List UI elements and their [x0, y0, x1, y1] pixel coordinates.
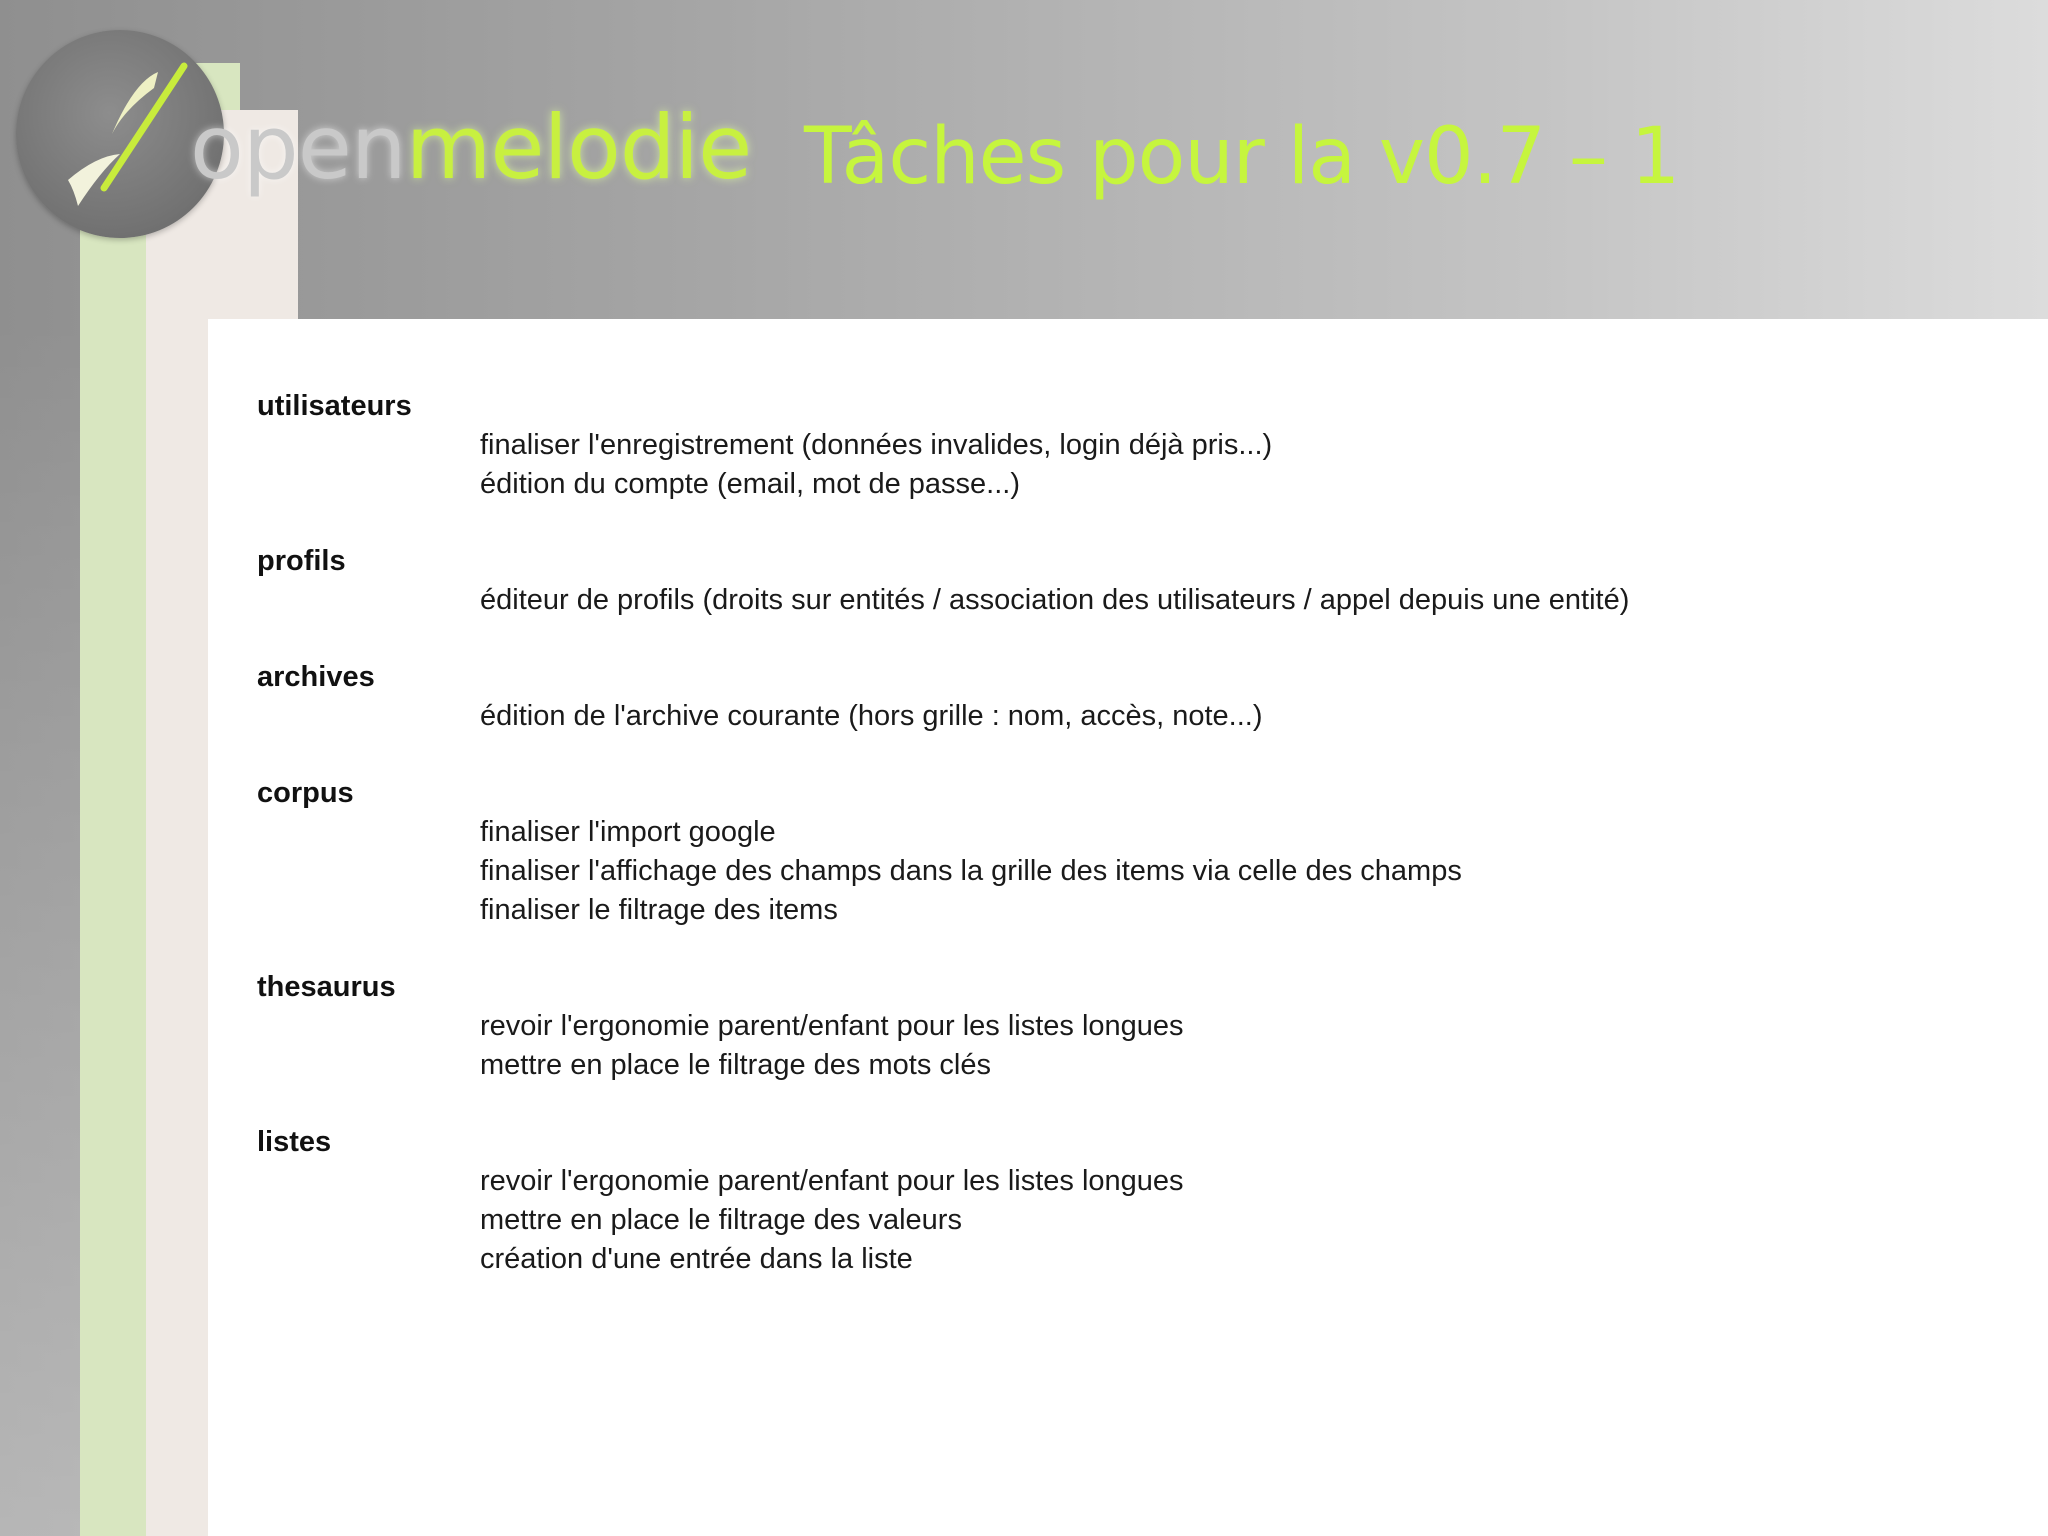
task-item: mettre en place le filtrage des valeurs	[480, 1204, 962, 1236]
task-list	[257, 1007, 1997, 1085]
section-utilisateurs	[257, 387, 1997, 504]
task-item: création d'une entrée dans la liste	[480, 1243, 913, 1275]
section-archives	[257, 658, 1997, 736]
task-item: édition de l'archive courante (hors grille : nom, accès, note...)	[480, 700, 1263, 732]
task-item: finaliser l'enregistrement (données invalides, login déjà pris...)	[480, 429, 1273, 461]
task-list	[257, 1162, 1997, 1279]
task-list	[257, 581, 1997, 620]
section-profils	[257, 542, 1997, 620]
task-item: éditeur de profils (droits sur entités / association des utilisateurs / appel depuis une entité)	[480, 584, 1630, 616]
task-list	[257, 697, 1997, 736]
section-corpus	[257, 774, 1997, 930]
task-item: mettre en place le filtrage des mots clés	[480, 1049, 991, 1081]
task-sections	[257, 387, 1997, 1317]
task-item: édition du compte (email, mot de passe...)	[480, 468, 1020, 500]
section-thesaurus	[257, 968, 1997, 1085]
section-heading: profils	[257, 545, 346, 577]
task-item: revoir l'ergonomie parent/enfant pour les listes longues	[480, 1165, 1184, 1197]
section-heading: listes	[257, 1126, 332, 1158]
section-heading: thesaurus	[257, 971, 396, 1003]
task-list	[257, 813, 1997, 930]
section-heading: archives	[257, 661, 375, 693]
task-item: finaliser le filtrage des items	[480, 894, 838, 926]
slide-title: Tâches pour la v0.7 – 1	[804, 112, 1680, 202]
task-item: finaliser l'affichage des champs dans la grille des items via celle des champs	[480, 855, 1462, 887]
section-listes	[257, 1123, 1997, 1279]
task-list	[257, 426, 1997, 504]
content-panel	[208, 319, 2048, 1536]
logo-text-melodie: melodie	[405, 96, 752, 199]
section-heading: utilisateurs	[257, 390, 412, 422]
task-item: finaliser l'import google	[480, 816, 776, 848]
logo-wordmark	[190, 96, 752, 199]
task-item: revoir l'ergonomie parent/enfant pour les listes longues	[480, 1010, 1184, 1042]
section-heading: corpus	[257, 777, 354, 809]
logo-text-open: open	[190, 96, 406, 199]
